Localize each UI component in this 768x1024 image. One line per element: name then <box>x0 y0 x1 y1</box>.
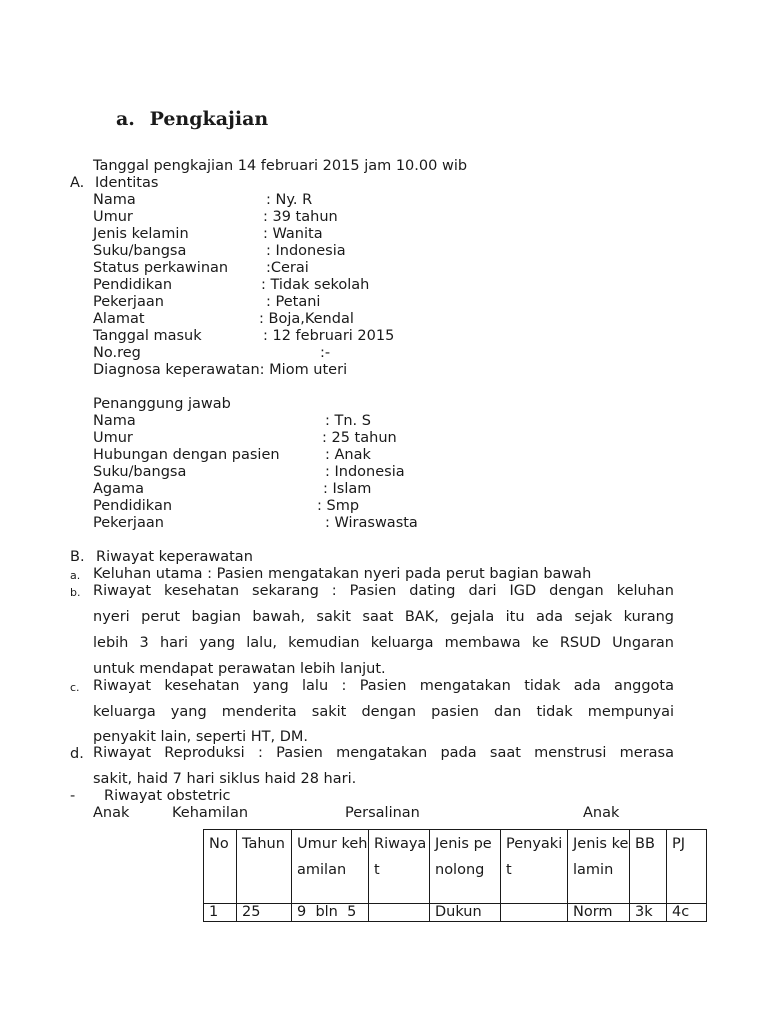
chief-complaint: Keluhan utama : Pasien mengatakan nyeri pada perut bagian bawah <box>93 566 592 582</box>
patient-value: : Tidak sekolah <box>261 277 370 293</box>
table-cell: Dukun <box>430 904 501 922</box>
table-header-row <box>204 830 707 904</box>
obstetric-marker: - <box>70 788 76 804</box>
section-heading <box>116 108 268 130</box>
guardian-value: : Anak <box>325 447 371 463</box>
section-b-marker: B. <box>70 549 85 565</box>
column-header: Jenis kelamin <box>568 830 630 904</box>
obstetric-group-header: Persalinan <box>345 805 420 821</box>
guardian-label: Suku/bangsa <box>93 464 187 480</box>
patient-value: : Indonesia <box>266 243 346 259</box>
table-cell: 9 bln 5 <box>292 904 369 922</box>
guardian-value: : 25 tahun <box>322 430 397 446</box>
patient-label: Nama <box>93 192 136 208</box>
table-cell <box>501 904 568 922</box>
column-header: Umur kehamilan <box>292 830 369 904</box>
guardian-value: : Smp <box>317 498 360 514</box>
patient-value: : Ny. R <box>266 192 313 208</box>
column-header: Riwayat <box>369 830 430 904</box>
patient-label: Alamat <box>93 311 145 327</box>
patient-label: Jenis kelamin <box>93 226 189 242</box>
history-marker: d. <box>70 746 84 762</box>
obstetric-title: Riwayat obstetric <box>104 788 231 804</box>
patient-label: No.reg <box>93 345 141 361</box>
history-marker: b. <box>70 586 81 599</box>
past-history-line: Riwayat kesehatan yang lalu : Pasien mengatakan tidak ada anggota <box>93 678 674 694</box>
guardian-value: : Tn. S <box>325 413 371 429</box>
guardian-label: Agama <box>93 481 145 497</box>
history-marker: c. <box>70 681 80 694</box>
section-b-title: Riwayat keperawatan <box>96 549 253 565</box>
table-cell: 4c <box>667 904 707 922</box>
guardian-title: Penanggung jawab <box>93 396 231 412</box>
patient-value: : Petani <box>266 294 321 310</box>
patient-value: : Wanita <box>263 226 323 242</box>
patient-label: Pekerjaan <box>93 294 164 310</box>
table-cell <box>369 904 430 922</box>
patient-value: :Cerai <box>266 260 309 276</box>
guardian-label: Nama <box>93 413 136 429</box>
patient-label: Status perkawinan <box>93 260 229 276</box>
present-history-line: untuk mendapat perawatan lebih lanjut. <box>93 661 386 677</box>
present-history-line: Riwayat kesehatan sekarang : Pasien dating dari IGD dengan keluhan <box>93 583 674 599</box>
guardian-value: : Indonesia <box>325 464 405 480</box>
assessment-date: Tanggal pengkajian 14 februari 2015 jam 10.00 wib <box>93 158 468 174</box>
patient-label: Umur <box>93 209 133 225</box>
guardian-value: : Wiraswasta <box>325 515 418 531</box>
reproductive-history-line: Riwayat Reproduksi : Pasien mengatakan pada saat menstrusi merasa <box>93 745 674 761</box>
present-history-line: lebih 3 hari yang lalu, kemudian keluarga membawa ke RSUD Ungaran <box>93 635 674 651</box>
column-header: No <box>204 830 237 904</box>
guardian-label: Hubungan dengan pasien <box>93 447 280 463</box>
column-header: Jenis penolong <box>430 830 501 904</box>
history-marker: a. <box>70 569 81 582</box>
table-cell: Norm <box>568 904 630 922</box>
obstetric-group-header: Anak <box>93 805 130 821</box>
patient-label: Suku/bangsa <box>93 243 187 259</box>
obstetric-group-header: Kehamilan <box>172 805 249 821</box>
present-history-line: nyeri perut bagian bawah, sakit saat BAK, gejala itu ada sejak kurang <box>93 609 674 625</box>
patient-label: Pendidikan <box>93 277 173 293</box>
column-header: PJ <box>667 830 707 904</box>
nursing-diagnosis: Diagnosa keperawatan: Miom uteri <box>93 362 348 378</box>
obstetric-group-header: Anak <box>583 805 620 821</box>
past-history-line: penyakit lain, seperti HT, DM. <box>93 729 309 745</box>
reproductive-history-line: sakit, haid 7 hari siklus haid 28 hari. <box>93 771 357 787</box>
patient-value: :- <box>320 345 331 361</box>
guardian-label: Pekerjaan <box>93 515 164 531</box>
table-cell: 25 <box>237 904 292 922</box>
heading-number: a. <box>116 108 135 130</box>
table-row <box>204 904 707 922</box>
column-header: BB <box>630 830 667 904</box>
column-header: Tahun <box>237 830 292 904</box>
heading-title: Pengkajian <box>149 108 269 130</box>
guardian-value: : Islam <box>323 481 372 497</box>
section-a-marker: A. <box>70 175 85 191</box>
obstetric-table <box>203 829 707 922</box>
patient-value: : Boja,Kendal <box>259 311 354 327</box>
patient-value: : 39 tahun <box>263 209 338 225</box>
guardian-label: Pendidikan <box>93 498 173 514</box>
table-cell: 1 <box>204 904 237 922</box>
patient-value: : 12 februari 2015 <box>263 328 395 344</box>
guardian-label: Umur <box>93 430 133 446</box>
table-cell: 3k <box>630 904 667 922</box>
column-header: Penyakit <box>501 830 568 904</box>
patient-label: Tanggal masuk <box>93 328 202 344</box>
section-a-title: Identitas <box>95 175 159 191</box>
past-history-line: keluarga yang menderita sakit dengan pasien dan tidak mempunyai <box>93 704 674 720</box>
